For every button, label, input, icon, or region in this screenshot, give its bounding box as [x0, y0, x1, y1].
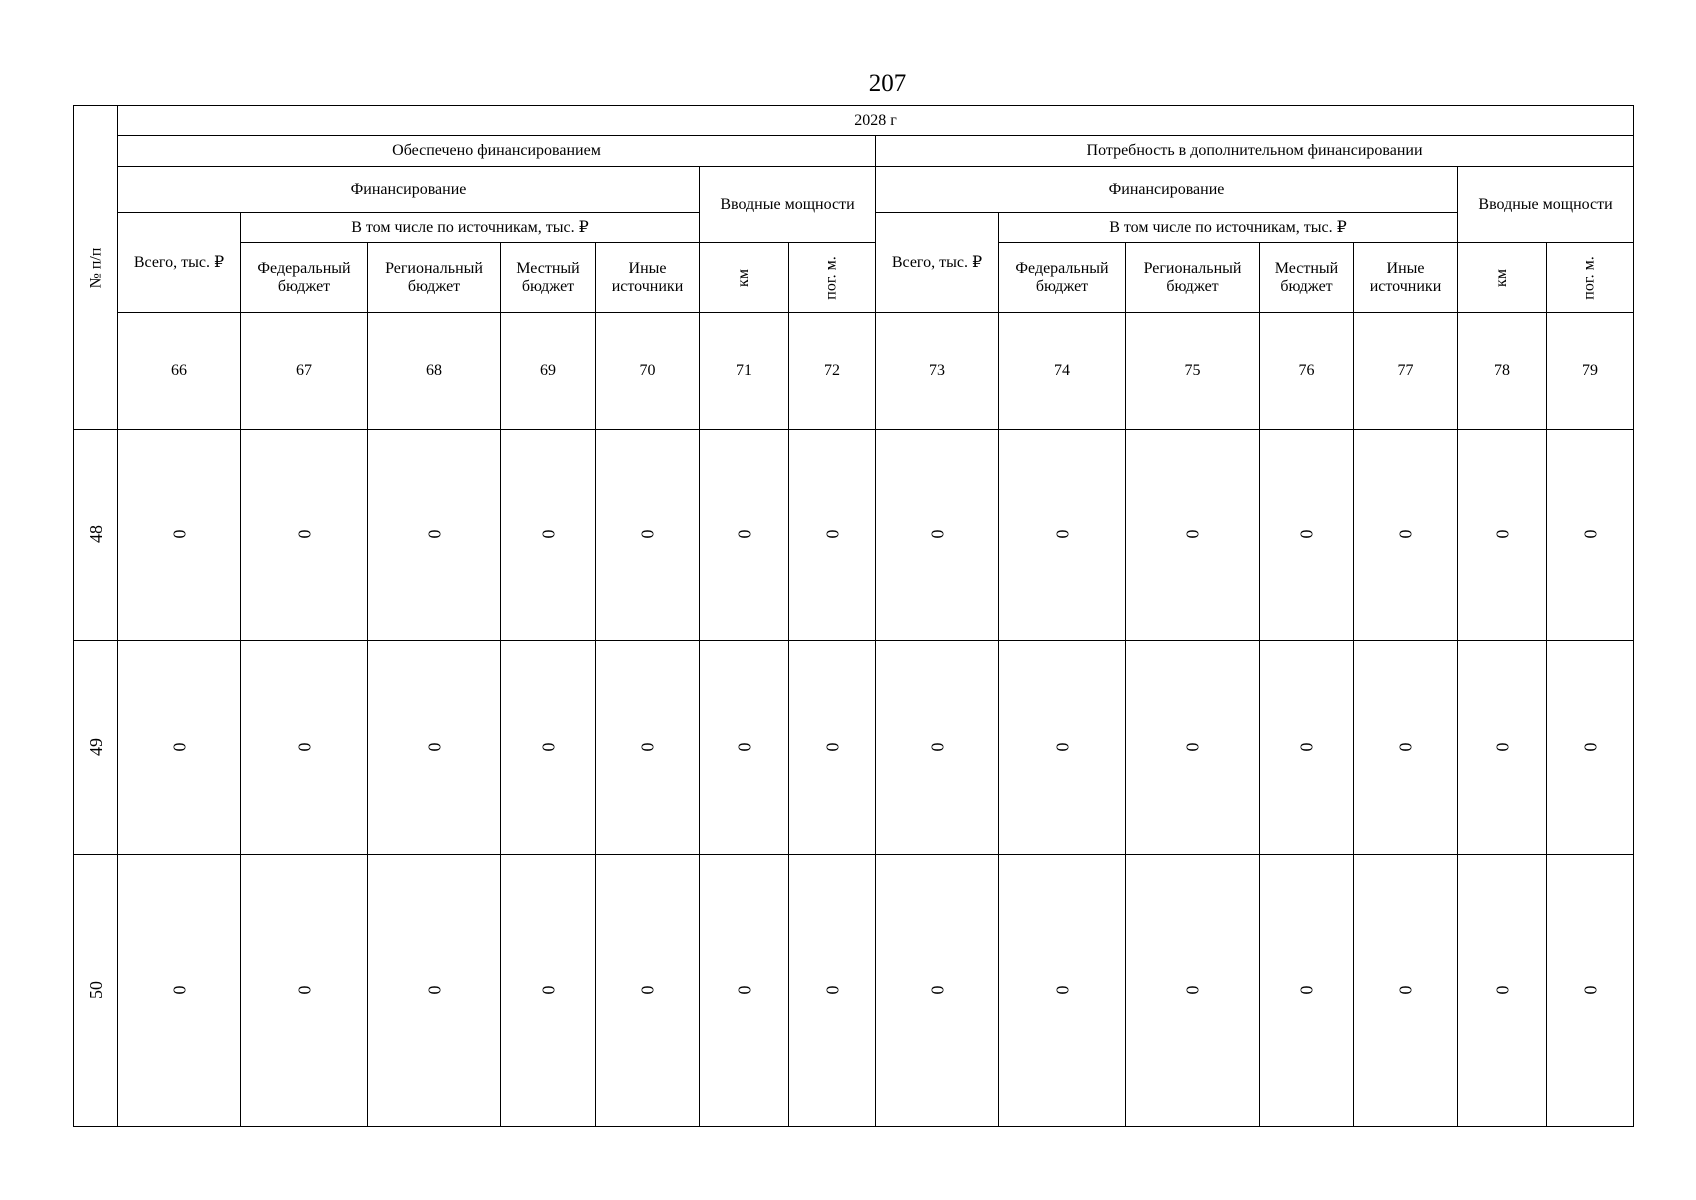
group-title-additional: Потребность в дополнительном финансировании [876, 136, 1634, 167]
value-cell: 0 [876, 855, 999, 1127]
column-number: 70 [596, 313, 700, 430]
source-local: Местный бюджет [1260, 243, 1354, 313]
column-number: 77 [1354, 313, 1458, 430]
value-cell: 0 [596, 641, 700, 855]
value-cell: 0 [999, 855, 1126, 1127]
capacity-header: Вводные мощности [1458, 167, 1634, 243]
value-cell: 0 [118, 855, 241, 1127]
page-number: 207 [868, 70, 907, 97]
column-number: 71 [700, 313, 789, 430]
financing-header: Финансирование [876, 167, 1458, 213]
group-title-secured: Обеспечено финансированием [118, 136, 876, 167]
row-number: 49 [74, 641, 118, 855]
unit-running-meters: пог. м. [1547, 243, 1634, 313]
table-row [74, 855, 1634, 1127]
value-cell: 0 [1354, 641, 1458, 855]
unit-km: км [1458, 243, 1547, 313]
source-federal: Федеральный бюджет [999, 243, 1126, 313]
value-cell: 0 [876, 430, 999, 641]
value-cell: 0 [999, 430, 1126, 641]
value-cell: 0 [789, 641, 876, 855]
source-other: Иные источники [1354, 243, 1458, 313]
value-cell: 0 [876, 641, 999, 855]
source-regional: Региональный бюджет [1126, 243, 1260, 313]
column-number: 72 [789, 313, 876, 430]
column-numbers-row [74, 313, 1634, 430]
value-cell: 0 [1458, 430, 1547, 641]
source-other: Иные источники [596, 243, 700, 313]
column-number: 68 [368, 313, 501, 430]
value-cell: 0 [501, 641, 596, 855]
value-cell: 0 [789, 855, 876, 1127]
financing-header: Финансирование [118, 167, 700, 213]
table-row [74, 430, 1634, 641]
value-cell: 0 [1547, 430, 1634, 641]
unit-km: км [700, 243, 789, 313]
column-number: 69 [501, 313, 596, 430]
source-local: Местный бюджет [501, 243, 596, 313]
column-number: 73 [876, 313, 999, 430]
column-number: 75 [1126, 313, 1260, 430]
source-regional: Региональный бюджет [368, 243, 501, 313]
value-cell: 0 [368, 430, 501, 641]
financing-table [73, 105, 1634, 1127]
value-cell: 0 [1547, 855, 1634, 1127]
value-cell: 0 [1458, 855, 1547, 1127]
sources-header: В том числе по источникам, тыс. ₽ [999, 213, 1458, 243]
value-cell: 0 [1260, 855, 1354, 1127]
value-cell: 0 [700, 641, 789, 855]
value-cell: 0 [1354, 855, 1458, 1127]
value-cell: 0 [596, 855, 700, 1127]
value-cell: 0 [1354, 430, 1458, 641]
unit-running-meters: пог. м. [789, 243, 876, 313]
value-cell: 0 [368, 641, 501, 855]
value-cell: 0 [501, 430, 596, 641]
column-number: 66 [118, 313, 241, 430]
value-cell: 0 [1126, 641, 1260, 855]
value-cell: 0 [789, 430, 876, 641]
row-number: 50 [74, 855, 118, 1127]
column-number: 78 [1458, 313, 1547, 430]
value-cell: 0 [241, 430, 368, 641]
value-cell: 0 [1260, 430, 1354, 641]
table-body [74, 430, 1634, 1127]
value-cell: 0 [1126, 430, 1260, 641]
column-number: 79 [1547, 313, 1634, 430]
value-cell: 0 [241, 855, 368, 1127]
value-cell: 0 [118, 641, 241, 855]
value-cell: 0 [700, 855, 789, 1127]
capacity-header: Вводные мощности [700, 167, 876, 243]
column-number: 76 [1260, 313, 1354, 430]
row-number-header: № п/п [74, 106, 118, 430]
column-number: 67 [241, 313, 368, 430]
value-cell: 0 [1547, 641, 1634, 855]
year-header: 2028 г [118, 106, 1634, 136]
value-cell: 0 [368, 855, 501, 1127]
value-cell: 0 [501, 855, 596, 1127]
value-cell: 0 [241, 641, 368, 855]
sources-header: В том числе по источникам, тыс. ₽ [241, 213, 700, 243]
value-cell: 0 [700, 430, 789, 641]
source-federal: Федеральный бюджет [241, 243, 368, 313]
column-number: 74 [999, 313, 1126, 430]
value-cell: 0 [1458, 641, 1547, 855]
value-cell: 0 [1260, 641, 1354, 855]
total-header: Всего, тыс. ₽ [876, 213, 999, 313]
value-cell: 0 [596, 430, 700, 641]
row-number: 48 [74, 430, 118, 641]
table-row [74, 641, 1634, 855]
total-header: Всего, тыс. ₽ [118, 213, 241, 313]
value-cell: 0 [999, 641, 1126, 855]
value-cell: 0 [118, 430, 241, 641]
value-cell: 0 [1126, 855, 1260, 1127]
